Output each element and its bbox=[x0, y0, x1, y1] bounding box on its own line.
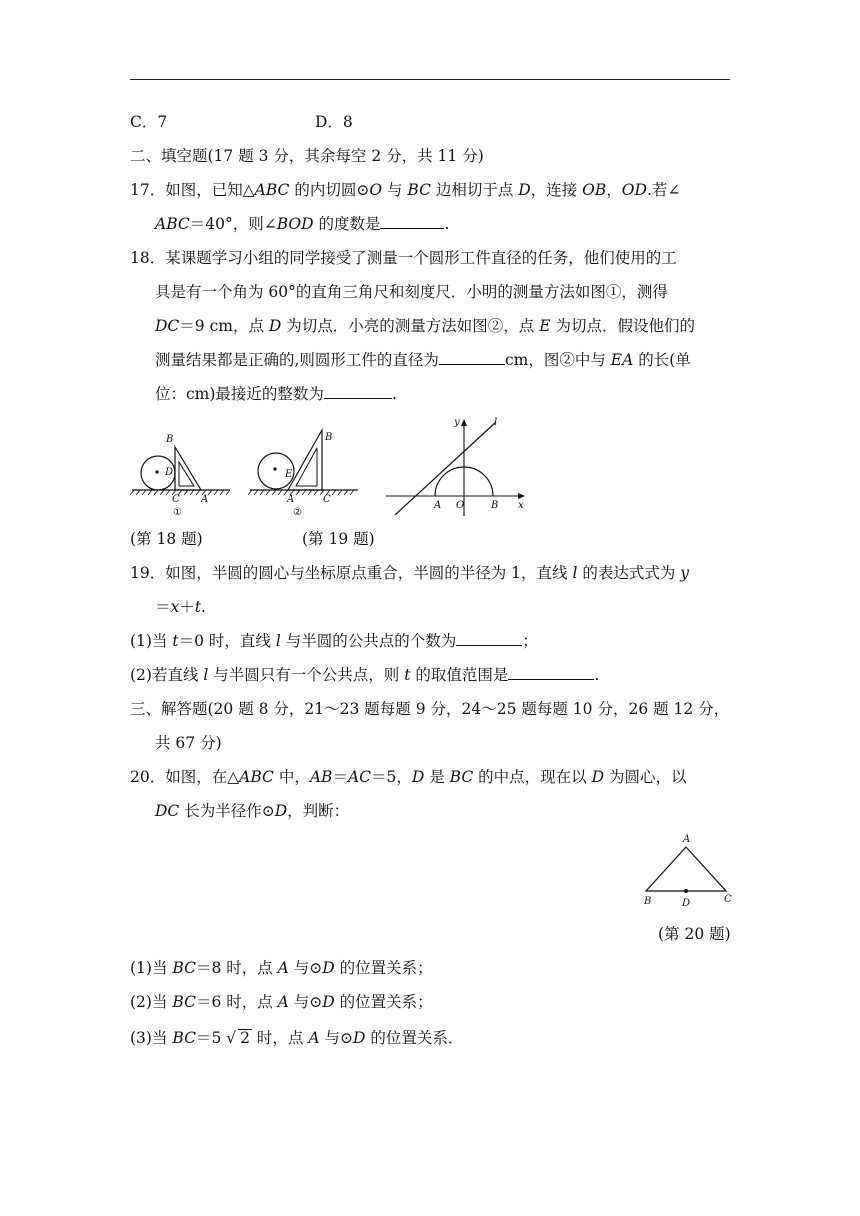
answer-blank bbox=[380, 214, 444, 229]
label-b: B bbox=[325, 432, 333, 443]
figure-18-1 bbox=[130, 425, 235, 520]
q19-part1: (1)当 t＝0 时，直线 l 与半圆的公共点的个数为 ； bbox=[130, 632, 538, 650]
answer-blank bbox=[508, 665, 594, 680]
label-d: D bbox=[682, 898, 691, 909]
q17-line2: ABC＝40°，则∠BOD 的度数是 . bbox=[155, 215, 450, 233]
q18-line1: 18．某课题学习小组的同学接受了测量一个圆形工件直径的任务，他们使用的工 bbox=[130, 249, 677, 267]
label-e: E bbox=[285, 469, 293, 480]
answer-blank bbox=[324, 384, 392, 399]
figure-18-2 bbox=[248, 425, 360, 520]
figure-number-1: ① bbox=[173, 507, 182, 518]
figure-20-triangle bbox=[638, 830, 738, 910]
label-c: C bbox=[172, 494, 180, 505]
q19-part2: (2)若直线 l 与半圆只有一个公共点，则 t 的取值范围是 . bbox=[130, 666, 600, 684]
q16-options bbox=[130, 112, 735, 132]
option-d: D．8 bbox=[315, 113, 353, 131]
label-c: C bbox=[323, 494, 331, 505]
q20-part1: (1)当 BC＝8 时，点 A 与⊙D 的位置关系； bbox=[130, 959, 433, 977]
label-a: A bbox=[434, 500, 442, 511]
q18-line2: 具是有一个角为 60°的直角三角尺和刻度尺．小明的测量方法如图①，测得 bbox=[155, 283, 668, 301]
sqrt-radicand: 2 bbox=[240, 1029, 250, 1047]
q20-part3: (3)当 BC＝5 √ 2 时，点 A 与⊙D 的位置关系． bbox=[130, 1029, 464, 1047]
label-a: A bbox=[201, 494, 209, 505]
label-x: x bbox=[518, 500, 524, 511]
option-c: C．7 bbox=[130, 113, 168, 131]
caption-19: (第 19 题) bbox=[302, 530, 375, 548]
section3-header-line1: 三、解答题(20 题 8 分，21～23 题每题 9 分，24～25 题每题 10 分，26 题 12 分， bbox=[130, 700, 730, 718]
label-b: B bbox=[644, 896, 652, 907]
q19-line1: 19．如图，半圆的圆心与坐标原点重合，半圆的半径为 1，直线 l 的表达式式为 y bbox=[130, 564, 690, 582]
sqrt-symbol: √ bbox=[226, 1029, 237, 1047]
label-a: A bbox=[683, 834, 691, 845]
figure-number-2: ② bbox=[293, 507, 302, 518]
header-rule bbox=[130, 79, 730, 80]
caption-18: (第 18 题) bbox=[130, 530, 203, 548]
q18-line3: DC＝9 cm，点 D 为切点．小亮的测量方法如图②，点 E 为切点．假设他们的 bbox=[155, 317, 695, 335]
section3-header-line2: 共 67 分) bbox=[155, 734, 222, 752]
answer-blank bbox=[439, 350, 505, 365]
q20-line1: 20．如图，在△ABC 中，AB＝AC＝5，D 是 BC 的中点，现在以 D 为圆心，以 bbox=[130, 768, 687, 786]
label-b: B bbox=[166, 434, 174, 445]
label-a: A bbox=[287, 494, 295, 505]
q18-line4: 测量结果都是正确的,则圆形工件的直径为 cm，图②中与 EA 的长(单 bbox=[155, 351, 691, 369]
q20-line2: DC 长为半径作⊙D，判断： bbox=[155, 802, 350, 820]
q19-line2: ＝x＋t. bbox=[155, 598, 206, 616]
q20-part2: (2)当 BC＝6 时，点 A 与⊙D 的位置关系； bbox=[130, 993, 433, 1011]
q17-line1: 17．如图，已知△ABC 的内切圆⊙O 与 BC 边相切于点 D，连接 OB，OD.若∠ bbox=[130, 181, 681, 199]
section2-header: 二、填空题(17 题 3 分，其余每空 2 分，共 11 分) bbox=[130, 147, 484, 165]
answer-blank bbox=[456, 631, 522, 646]
label-b: B bbox=[491, 500, 499, 511]
q18-line5: 位：cm)最接近的整数为 . bbox=[155, 385, 397, 403]
label-c: C bbox=[724, 894, 732, 905]
label-l: l bbox=[494, 417, 498, 428]
label-o: O bbox=[456, 500, 465, 511]
caption-20: (第 20 题) bbox=[658, 925, 731, 943]
label-y: y bbox=[454, 417, 460, 428]
label-d: D bbox=[165, 467, 174, 478]
figure-19-coordinate-plane bbox=[382, 412, 530, 518]
